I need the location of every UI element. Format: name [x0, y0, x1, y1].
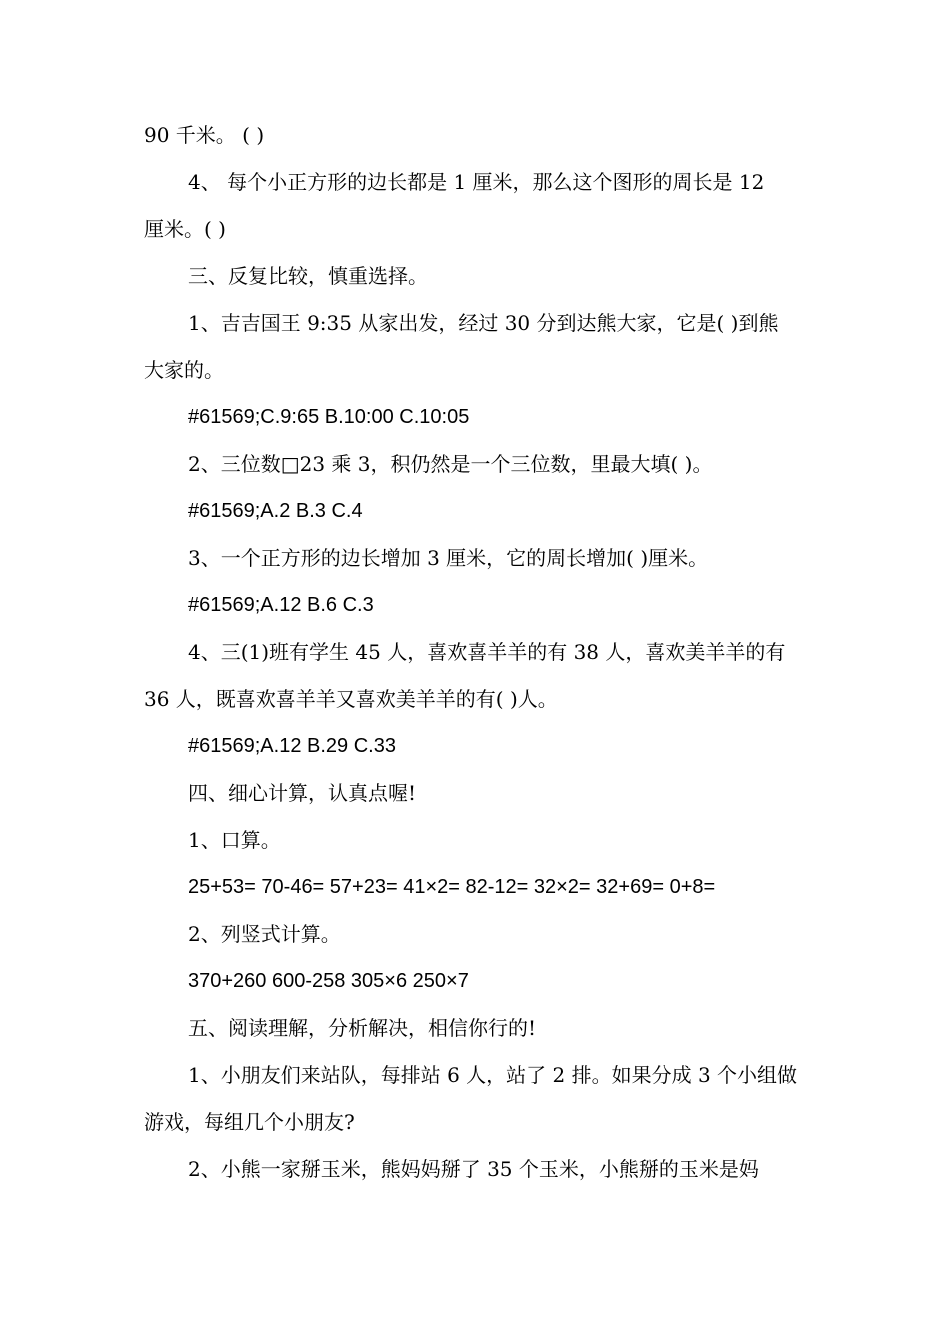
section-3-heading: 三、反复比较，慎重选择。 [188, 264, 428, 288]
line-3: 厘米。( ) [144, 217, 226, 241]
question-1: 1、吉吉国王 9:35 从家出发，经过 30 分到达熊大家，它是( )到熊 [188, 311, 779, 335]
question-4: 4、三(1)班有学生 45 人，喜欢喜羊羊的有 38 人，喜欢美羊羊的有 [188, 640, 786, 664]
line-1: 90 千米。 ( ) [144, 123, 265, 147]
line-2: 4、 每个小正方形的边长都是 1 厘米，那么这个图形的周长是 12 [188, 170, 765, 194]
question-1-options: #61569;C.9:65 B.10:00 C.10:05 [188, 406, 470, 428]
question-3: 3、一个正方形的边长增加 3 厘米，它的周长增加( )厘米。 [188, 546, 709, 570]
section-5-heading: 五、阅读理解，分析解决，相信你行的! [188, 1016, 537, 1040]
question-4-options: #61569;A.12 B.29 C.33 [188, 735, 396, 757]
vertical-calc-items: 370+260 600-258 305×6 250×7 [188, 970, 469, 992]
question-2: 2、三位数□23 乘 3，积仍然是一个三位数，里最大填( )。 [188, 452, 713, 476]
problem-1-cont: 游戏，每组几个小朋友? [144, 1110, 355, 1134]
question-3-options: #61569;A.12 B.6 C.3 [188, 594, 374, 616]
oral-calc-items: 25+53= 70-46= 57+23= 41×2= 82-12= 32×2= 32+69= 0+8= [188, 876, 716, 898]
question-4-cont: 36 人，既喜欢喜羊羊又喜欢美羊羊的有( )人。 [144, 687, 558, 711]
question-2-options: #61569;A.2 B.3 C.4 [188, 500, 363, 522]
problem-2: 2、小熊一家掰玉米，熊妈妈掰了 35 个玉米，小熊掰的玉米是妈 [188, 1157, 759, 1181]
section-4-heading: 四、细心计算，认真点喔! [188, 781, 417, 805]
question-1-cont: 大家的。 [144, 358, 224, 382]
problem-1: 1、小朋友们来站队，每排站 6 人，站了 2 排。如果分成 3 个小组做 [188, 1063, 798, 1087]
oral-calc-heading: 1、口算。 [188, 828, 281, 852]
vertical-calc-heading: 2、列竖式计算。 [188, 922, 341, 946]
